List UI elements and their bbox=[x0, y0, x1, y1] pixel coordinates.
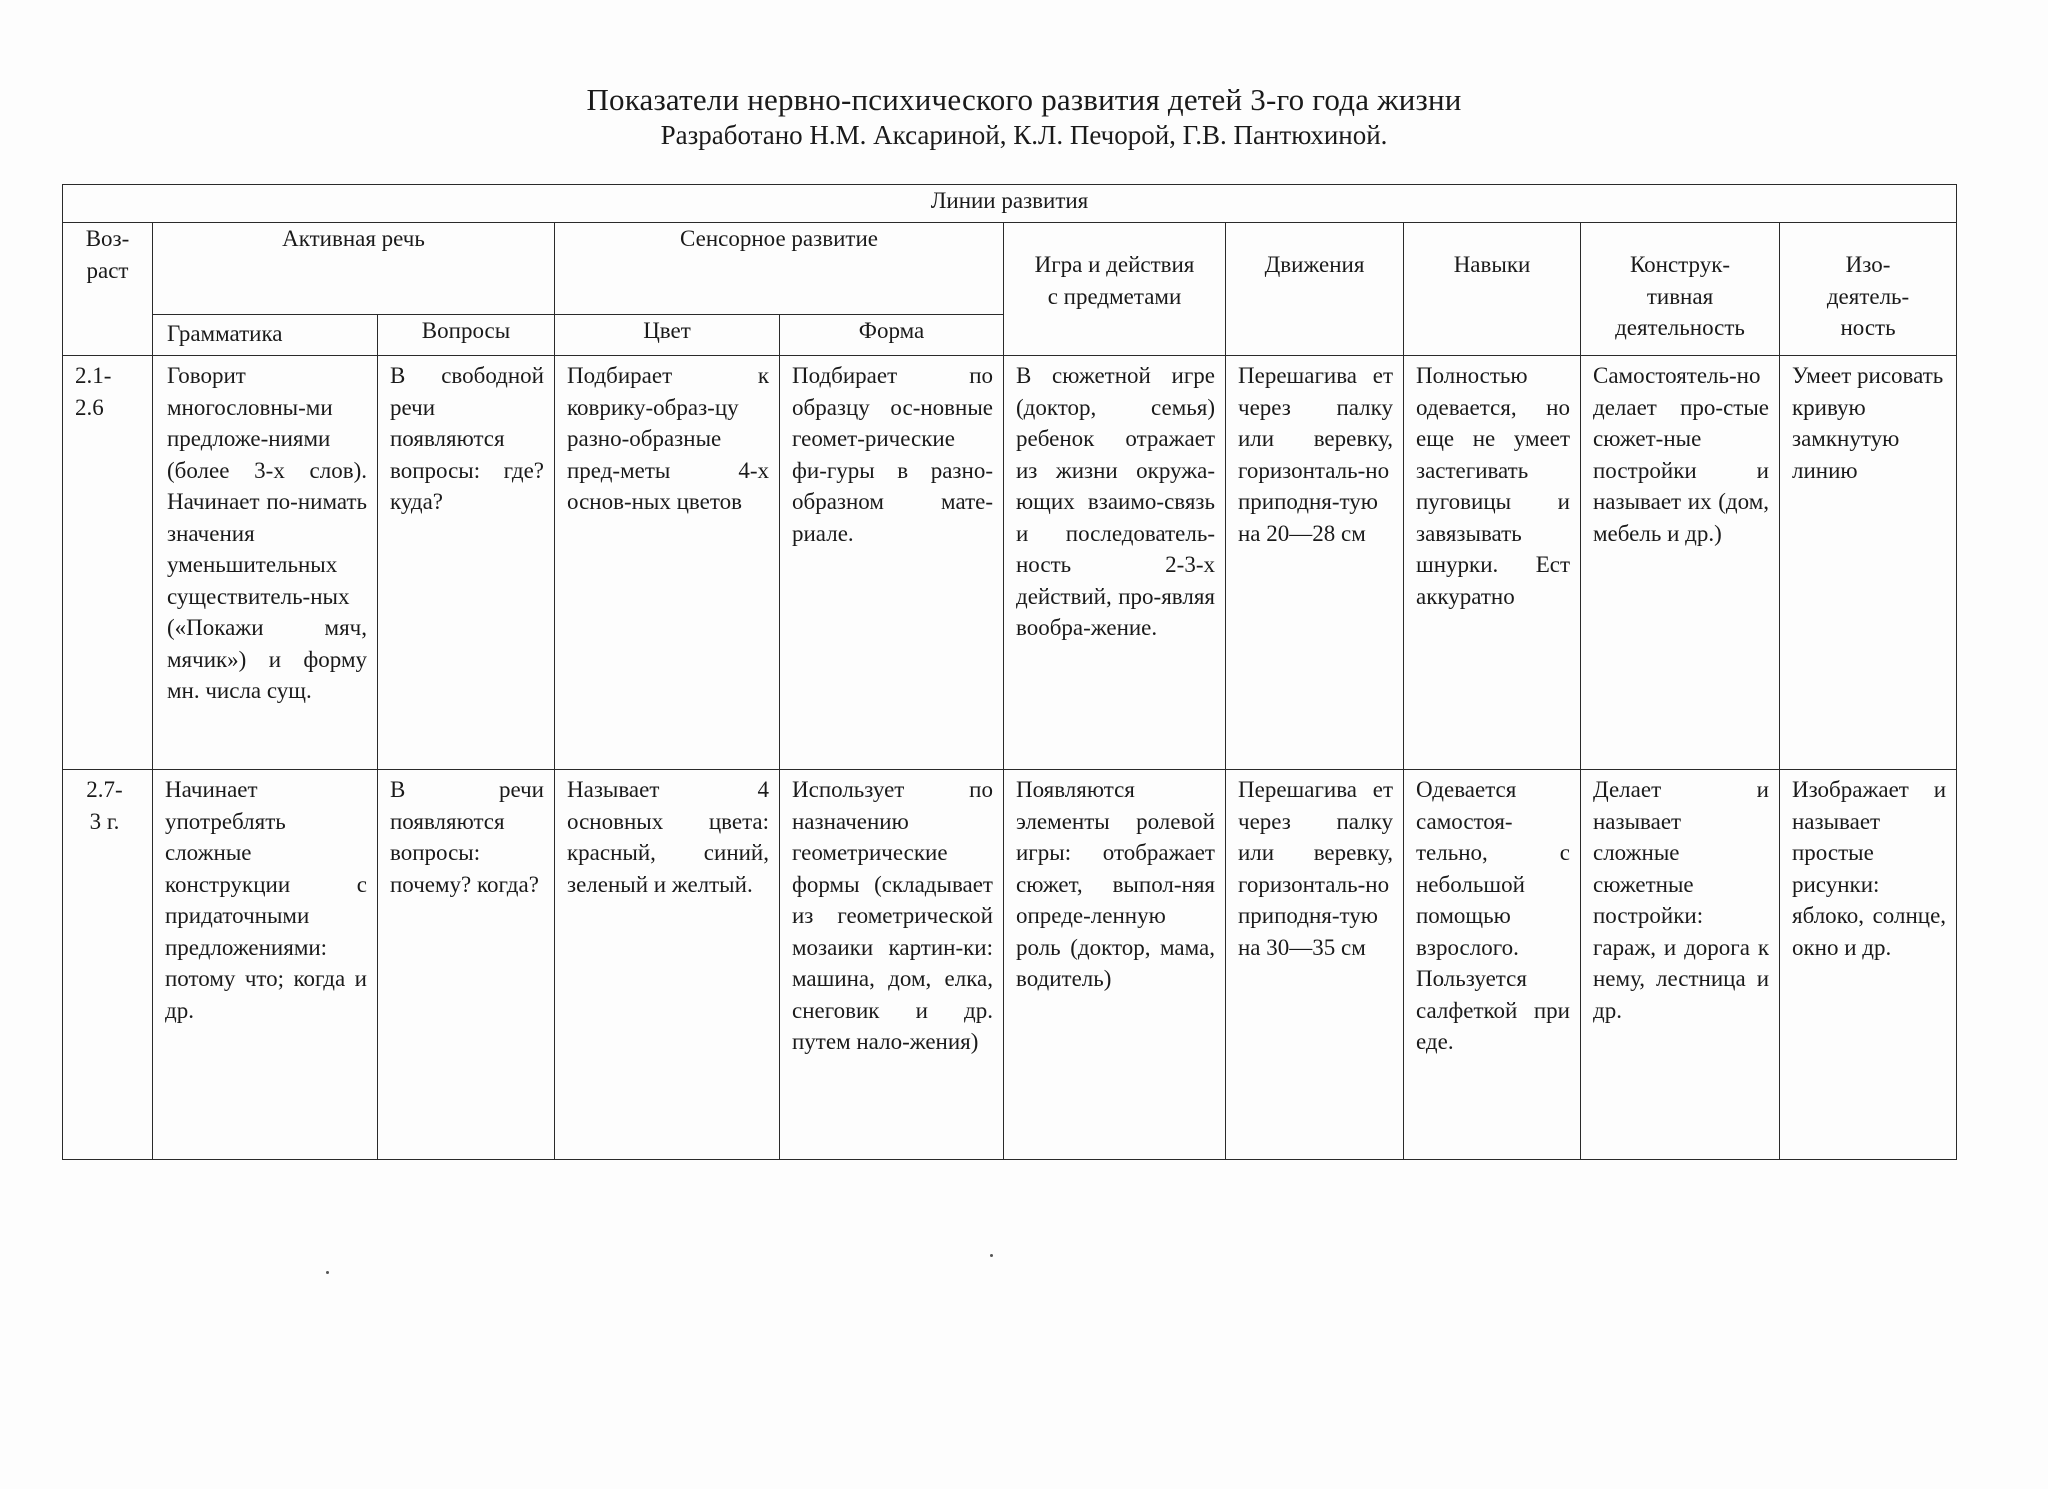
row1-skills bbox=[1404, 356, 1581, 770]
row2-grammar bbox=[153, 770, 378, 1160]
header-age-label: Воз- раст bbox=[85, 226, 130, 283]
row1-skills-text: Полностью одевается, но еще не умеет застегивать пуговицы и завязывать шнурки. Ест аккуратно bbox=[1416, 363, 1570, 609]
header-color: Цвет bbox=[555, 315, 780, 356]
row1-art-text: Умеет рисовать кривую замкнутую линию bbox=[1792, 363, 1944, 483]
header-sensory-development: Сенсорное развитие bbox=[555, 223, 1004, 315]
header-grammar bbox=[153, 315, 378, 356]
header-play-label: Игра и действия с предметами bbox=[1034, 252, 1195, 309]
header-art bbox=[1780, 223, 1957, 356]
row1-age-text: 2.1- 2.6 bbox=[75, 363, 112, 420]
row1-constructive bbox=[1581, 356, 1780, 770]
table-row bbox=[63, 770, 1957, 1160]
row2-questions bbox=[378, 770, 555, 1160]
header-active-speech: Активная речь bbox=[153, 223, 555, 315]
row2-grammar-text: Начинает употреблять сложные конструкции с придаточными предложениями: потому что; когда и др. bbox=[165, 777, 367, 1023]
scan-speck bbox=[326, 1271, 329, 1274]
header-questions: Вопросы bbox=[378, 315, 555, 356]
header-skills: Навыки bbox=[1404, 223, 1581, 356]
row2-constructive bbox=[1581, 770, 1780, 1160]
row1-color bbox=[555, 356, 780, 770]
row2-skills bbox=[1404, 770, 1581, 1160]
row1-age bbox=[63, 356, 153, 770]
row2-questions-text: В речи появляются вопросы: почему? когда? bbox=[390, 777, 544, 897]
row1-grammar bbox=[153, 356, 378, 770]
development-table bbox=[62, 184, 1957, 1160]
row2-shape bbox=[780, 770, 1004, 1160]
header-grammar-label: Грамматика bbox=[167, 321, 283, 346]
row2-play bbox=[1004, 770, 1226, 1160]
row2-movement-text: Перешагива ет через палку или веревку, горизонталь-но приподня-тую на 30—35 см bbox=[1238, 777, 1393, 960]
row1-questions-text: В свободной речи появляются вопросы: где? куда? bbox=[390, 363, 544, 514]
header-shape: Форма bbox=[780, 315, 1004, 356]
header-development-lines: Линии развития bbox=[63, 185, 1957, 223]
row2-age-text: 2.7- 3 г. bbox=[86, 777, 123, 834]
header-constructive-label: Конструк- тивная деятельность bbox=[1615, 252, 1745, 340]
row1-questions bbox=[378, 356, 555, 770]
header-art-label: Изо- деятель- ность bbox=[1826, 252, 1910, 340]
row2-color bbox=[555, 770, 780, 1160]
document-title: Показатели нервно-психического развития детей 3-го года жизни bbox=[586, 82, 1462, 117]
row2-constructive-text: Делает и называет сложные сюжетные постройки: гараж, и дорога к нему, лестница и др. bbox=[1593, 777, 1769, 1023]
row1-movement-text: Перешагива ет через палку или веревку, горизонталь-но приподня-тую на 20—28 см bbox=[1238, 363, 1393, 546]
row2-play-text: Появляются элементы ролевой игры: отображает сюжет, выпол-няя опреде-ленную роль (доктор, мама, водитель) bbox=[1016, 777, 1215, 991]
row2-movement bbox=[1226, 770, 1404, 1160]
row1-color-text: Подбирает к коврику-образ-цу разно-образные пред-меты 4-х основ-ных цветов bbox=[567, 363, 769, 514]
row2-age bbox=[63, 770, 153, 1160]
header-constructive bbox=[1581, 223, 1780, 356]
row1-grammar-text: Говорит многословны-ми предложе-ниями (более 3-х слов). Начинает по-нимать значения уменьшительных существитель-ных («Покажи мяч, мячик») и форму мн. числа сущ. bbox=[167, 363, 367, 703]
row2-art bbox=[1780, 770, 1957, 1160]
row2-skills-text: Одевается самостоя-тельно, с небольшой помощью взрослого. Пользуется салфеткой при еде. bbox=[1416, 777, 1570, 1054]
row2-shape-text: Использует по назначению геометрические формы (складывает из геометрической мозаики картин-ки: машина, дом, елка, снеговик и др. путем нало-жения) bbox=[792, 777, 993, 1054]
title-block bbox=[0, 82, 2048, 152]
row2-color-text: Называет 4 основных цвета: красный, синий, зеленый и желтый. bbox=[567, 777, 769, 897]
header-movement: Движения bbox=[1226, 223, 1404, 356]
header-play bbox=[1004, 223, 1226, 356]
scan-speck bbox=[990, 1254, 993, 1257]
row1-movement bbox=[1226, 356, 1404, 770]
row2-art-text: Изображает и называет простые рисунки: яблоко, солнце, окно и др. bbox=[1792, 777, 1947, 960]
row1-shape-text: Подбирает по образцу ос-новные геомет-рические фи-гуры в разно-образном мате-риале. bbox=[792, 363, 993, 546]
row1-shape bbox=[780, 356, 1004, 770]
table-row bbox=[63, 356, 1957, 770]
row1-play-text: В сюжетной игре (доктор, семья) ребенок отражает из жизни окружа-ющих взаимо-связь и последователь-ность 2-3-х действий, про-являя вообра-жение. bbox=[1016, 363, 1215, 640]
row1-constructive-text: Самостоятель-но делает про-стые сюжет-ные постройки и называет их (дом, мебель и др.) bbox=[1593, 363, 1769, 546]
row1-art bbox=[1780, 356, 1957, 770]
header-age bbox=[63, 223, 153, 356]
document-subtitle: Разработано Н.М. Аксариной, К.Л. Печорой, Г.В. Пантюхиной. bbox=[660, 120, 1388, 150]
row1-play bbox=[1004, 356, 1226, 770]
